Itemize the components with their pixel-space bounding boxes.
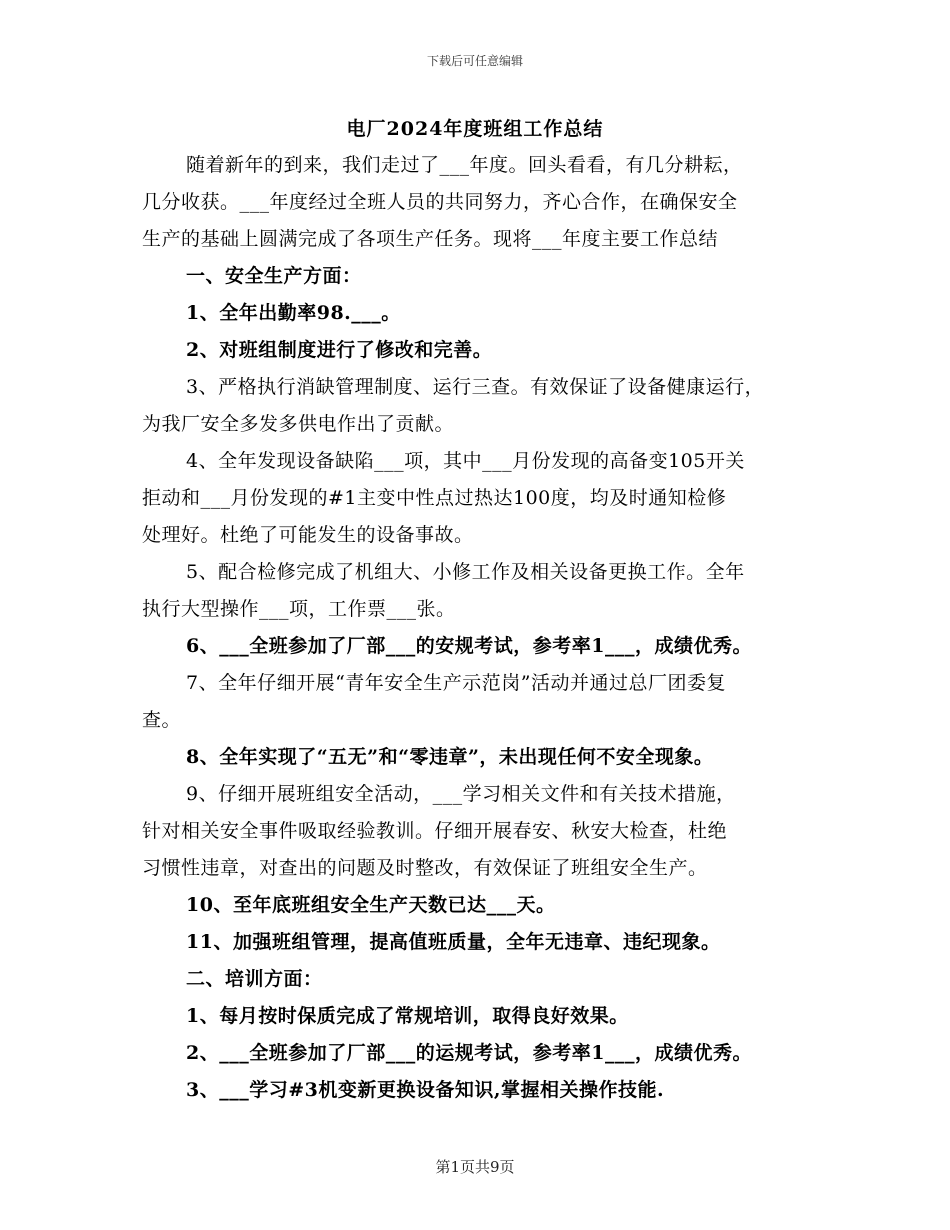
list-item: 4、全年发现设备缺陷___项，其中___月份发现的高备变105开关 (186, 450, 745, 472)
paragraph-line: 执行大型操作___项，工作票___张。 (142, 598, 456, 620)
list-item: 10、至年底班组安全生产天数已达___天。 (186, 894, 556, 916)
header-note: 下载后可任意编辑 (426, 54, 523, 68)
list-item: 3、严格执行消缺管理制度、运行三查。有效保证了设备健康运行， (186, 376, 765, 398)
paragraph-line: 生产的基础上圆满完成了各项生产任务。现将___年度主要工作总结 (142, 228, 719, 250)
list-item: 8、全年实现了“五无”和“零违章”，未出现任何不安全现象。 (186, 746, 714, 768)
list-item: 2、___全班参加了厂部___的运规考试，参考率1___，成绩优秀。 (186, 1042, 752, 1064)
list-item: 1、全年出勤率98.___。 (186, 302, 401, 324)
paragraph-line: 随着新年的到来，我们走过了___年度。回头看看，有几分耕耘， (186, 154, 743, 176)
paragraph-line: 为我厂安全多发多供电作出了贡献。 (142, 413, 455, 435)
paragraph-line: 拒动和___月份发现的#1主变中性点过热达100度，均及时通知检修 (142, 487, 727, 509)
paragraph-line: 查。 (142, 709, 182, 731)
section-heading-training: 二、培训方面： (186, 968, 323, 990)
list-item: 3、___学习#3机变新更换设备知识,掌握相关操作技能. (186, 1079, 665, 1101)
document-title: 电厂2024年度班组工作总结 (346, 118, 604, 140)
list-item: 9、仔细开展班组安全活动，___学习相关文件和有关技术措施， (186, 783, 736, 805)
list-item: 2、对班组制度进行了修改和完善。 (186, 339, 493, 361)
paragraph-line: 几分收获。___年度经过全班人员的共同努力，齐心合作，在确保安全 (142, 191, 738, 213)
paragraph-line: 针对相关安全事件吸取经验教训。仔细开展春安、秋安大检查，杜绝 (142, 820, 728, 842)
list-item: 6、___全班参加了厂部___的安规考试，参考率1___，成绩优秀。 (186, 635, 752, 657)
page-footer: 第1页共9页 (435, 1158, 515, 1176)
list-item: 1、每月按时保质完成了常规培训，取得良好效果。 (186, 1005, 629, 1027)
list-item: 7、全年仔细开展“青年安全生产示范岗”活动并通过总厂团委复 (186, 672, 727, 694)
list-item: 5、配合检修完成了机组大、小修工作及相关设备更换工作。全年 (186, 561, 745, 583)
section-heading-safety: 一、安全生产方面： (186, 265, 362, 287)
list-item: 11、加强班组管理，提高值班质量，全年无违章、违纪现象。 (186, 931, 721, 953)
paragraph-line: 习惯性违章，对查出的问题及时整改，有效保证了班组安全生产。 (142, 857, 708, 879)
paragraph-line: 处理好。杜绝了可能发生的设备事故。 (142, 524, 474, 546)
